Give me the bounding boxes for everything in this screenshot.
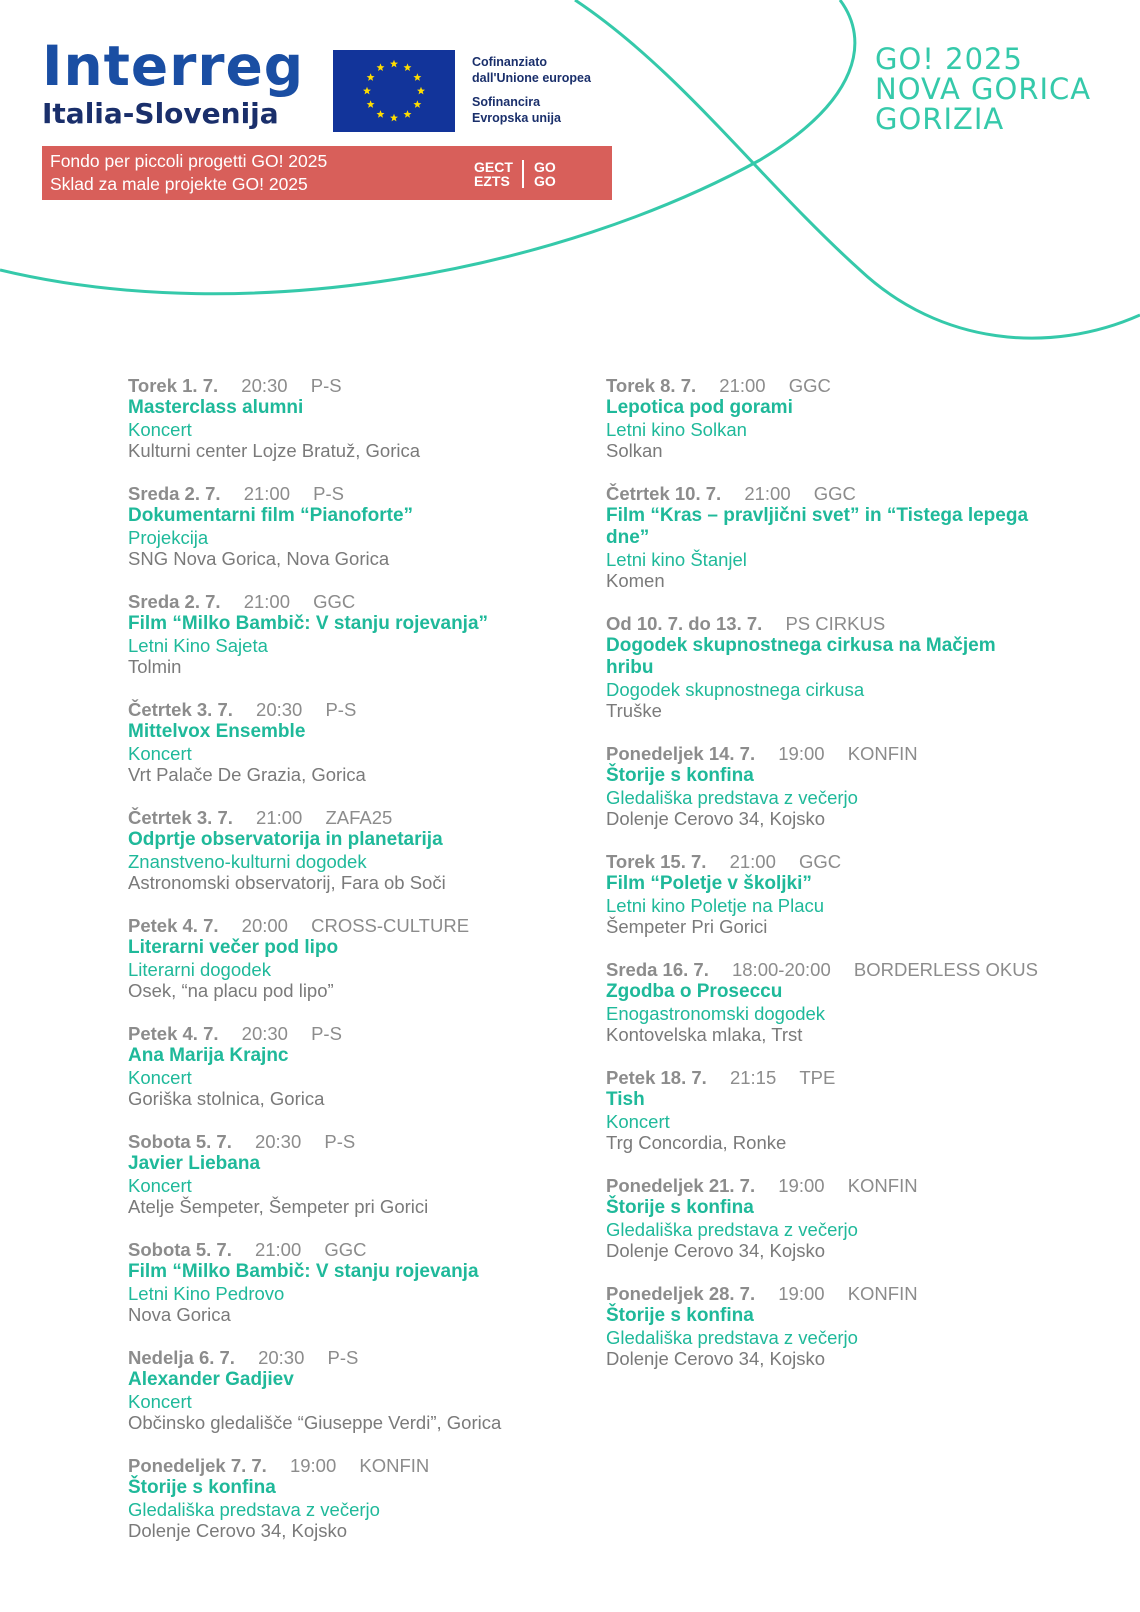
event-date: Sobota 5. 7. <box>128 1239 232 1260</box>
event-header <box>128 1347 568 1369</box>
go2025-line: NOVA GORICA <box>875 72 1092 106</box>
event-date: Četrtek 3. 7. <box>128 699 233 720</box>
event-time: 21:00 <box>744 483 791 504</box>
eu-flag-icon <box>333 50 455 132</box>
event-item <box>128 699 568 785</box>
event-place: Goriška stolnica, Gorica <box>128 1088 325 1109</box>
event-organizer: KONFIN <box>847 1175 918 1196</box>
event-date: Sreda 16. 7. <box>606 959 709 980</box>
event-place: Solkan <box>606 440 663 461</box>
event-date: Ponedeljek 7. 7. <box>128 1455 267 1476</box>
event-title: Štorije s konfina <box>128 1477 276 1498</box>
event-title: Film “Kras – pravljični svet” in “Tistega lepega dne” <box>606 505 1029 548</box>
fund-line-sl: Sklad za male projekte GO! 2025 <box>50 174 308 194</box>
event-header <box>128 699 568 721</box>
event-header <box>128 483 568 505</box>
event-header <box>606 959 1046 981</box>
event-type: Koncert <box>128 1175 192 1196</box>
event-organizer: GGC <box>813 483 856 504</box>
event-header <box>128 807 568 829</box>
event-type: Koncert <box>128 1067 192 1088</box>
event-type: Projekcija <box>128 527 209 548</box>
event-item <box>128 1131 568 1217</box>
go2025-line: GO! 2025 <box>875 42 1023 76</box>
event-place: Vrt Palače De Grazia, Gorica <box>128 764 366 785</box>
event-date: Nedelja 6. 7. <box>128 1347 235 1368</box>
go-label: GO <box>534 173 556 189</box>
event-type: Koncert <box>128 1391 192 1412</box>
event-type: Literarni dogodek <box>128 959 271 980</box>
event-title: Dokumentarni film “Pianoforte” <box>128 505 414 526</box>
event-date: Ponedeljek 14. 7. <box>606 743 756 764</box>
event-header <box>606 1067 1046 1089</box>
fund-line-it: Fondo per piccoli progetti GO! 2025 <box>50 151 328 171</box>
event-header <box>128 375 568 397</box>
event-item <box>606 1067 1046 1153</box>
event-date: Četrtek 3. 7. <box>128 807 233 828</box>
event-date: Torek 15. 7. <box>606 851 707 872</box>
event-title: Mittelvox Ensemble <box>128 721 306 742</box>
event-date: Sobota 5. 7. <box>128 1131 232 1152</box>
event-item <box>606 743 1046 829</box>
event-header <box>128 1023 568 1045</box>
event-place: Astronomski observatorij, Fara ob Soči <box>128 872 446 893</box>
event-type: Dogodek skupnostnega cirkusa <box>606 679 865 700</box>
event-time: 21:00 <box>729 851 776 872</box>
event-type: Letni kino Solkan <box>606 419 747 440</box>
go-label: GO <box>534 159 556 175</box>
event-date: Petek 4. 7. <box>128 915 219 936</box>
event-organizer: P-S <box>324 1131 356 1152</box>
event-organizer: P-S <box>327 1347 359 1368</box>
event-title: Literarni večer pod lipo <box>128 937 339 958</box>
event-header <box>606 613 1046 635</box>
event-item <box>128 375 568 461</box>
region-name: Italia-Slovenija <box>42 97 279 130</box>
event-item <box>128 1455 568 1541</box>
event-time: 20:30 <box>241 375 288 396</box>
cofinancing-line: dall'Unione europea <box>472 71 591 85</box>
event-header <box>606 851 1046 873</box>
event-place: Tolmin <box>128 656 182 677</box>
event-organizer: GGC <box>799 851 842 872</box>
event-time: 20:00 <box>241 915 288 936</box>
go2025-line: GORIZIA <box>875 102 1005 136</box>
event-organizer: ZAFA25 <box>325 807 393 828</box>
event-item <box>606 613 1046 721</box>
event-item <box>606 1283 1046 1369</box>
interreg-logo: Interreg <box>42 34 305 98</box>
event-type: Letni kino Štanjel <box>606 549 747 570</box>
events-column-left <box>128 375 568 1541</box>
event-item <box>606 1175 1046 1261</box>
event-header <box>128 1455 568 1477</box>
event-place: Komen <box>606 570 665 591</box>
event-item <box>128 483 568 569</box>
event-organizer: TPE <box>799 1067 836 1088</box>
event-organizer: P-S <box>313 483 344 504</box>
event-organizer: P-S <box>311 1023 342 1044</box>
event-type: Letni kino Poletje na Placu <box>606 895 825 916</box>
event-type: Koncert <box>606 1111 670 1132</box>
gect-label: GECT <box>474 159 513 175</box>
event-title: Zgodba o Proseccu <box>606 981 783 1002</box>
event-date: Petek 18. 7. <box>606 1067 707 1088</box>
event-date: Sreda 2. 7. <box>128 483 221 504</box>
event-date: Petek 4. 7. <box>128 1023 219 1044</box>
cofinancing-line: Cofinanziato <box>472 55 547 69</box>
event-organizer: GGC <box>313 591 356 612</box>
event-time: 21:00 <box>254 1239 302 1260</box>
event-place: Atelje Šempeter, Šempeter pri Gorici <box>128 1196 429 1217</box>
event-title: Alexander Gadjiev <box>128 1369 294 1390</box>
event-organizer: P-S <box>325 699 357 720</box>
event-item <box>128 915 568 1001</box>
event-item <box>128 807 568 893</box>
event-header <box>606 483 1046 505</box>
event-time: 19:00 <box>778 1283 825 1304</box>
event-time: 19:00 <box>778 743 825 764</box>
event-title: Dogodek skupnostnega cirkusa na Mačjem hribu <box>606 635 996 678</box>
event-item <box>606 483 1046 591</box>
event-time: 20:30 <box>256 699 303 720</box>
event-title: Film “Poletje v školjki” <box>606 873 812 894</box>
event-type: Enogastronomski dogodek <box>606 1003 826 1024</box>
event-organizer: CROSS-CULTURE <box>311 915 470 936</box>
event-organizer: P-S <box>310 375 342 396</box>
event-time: 21:15 <box>729 1067 777 1088</box>
ezts-label: EZTS <box>474 173 510 189</box>
event-header <box>606 375 1046 397</box>
event-title: Film “Milko Bambič: V stanju rojevanja <box>128 1261 479 1282</box>
event-date: Torek 8. 7. <box>606 375 697 396</box>
event-type: Letni Kino Sajeta <box>128 635 268 656</box>
event-item <box>128 1347 568 1433</box>
event-item <box>606 959 1046 1045</box>
event-place: Dolenje Cerovo 34, Kojsko <box>128 1520 348 1541</box>
event-type: Gledališka predstava z večerjo <box>606 787 858 808</box>
event-header <box>128 915 568 937</box>
event-item <box>128 1239 568 1325</box>
event-title: Štorije s konfina <box>606 765 754 786</box>
event-header <box>128 1131 568 1153</box>
event-time: 19:00 <box>289 1455 337 1476</box>
event-time: 21:00 <box>719 375 766 396</box>
event-title: Film “Milko Bambič: V stanju rojevanja” <box>128 613 489 634</box>
event-place: Kontovelska mlaka, Trst <box>606 1024 803 1045</box>
event-item <box>128 1023 568 1109</box>
cofinancing-line: Sofinancira <box>472 95 541 109</box>
event-title: Štorije s konfina <box>606 1305 754 1326</box>
small-projects-fund-banner <box>42 146 612 200</box>
event-place: Truške <box>606 700 662 721</box>
event-place: Trg Concordia, Ronke <box>606 1132 787 1153</box>
event-time: 20:30 <box>258 1347 305 1368</box>
event-date: Ponedeljek 21. 7. <box>606 1175 756 1196</box>
event-organizer: GGC <box>324 1239 367 1260</box>
event-type: Letni Kino Pedrovo <box>128 1283 285 1304</box>
event-place: Kulturni center Lojze Bratuž, Gorica <box>128 440 421 461</box>
event-place: Dolenje Cerovo 34, Kojsko <box>606 1240 826 1261</box>
event-title: Javier Liebana <box>128 1153 261 1174</box>
event-title: Lepotica pod gorami <box>606 397 793 418</box>
event-type: Gledališka predstava z večerjo <box>606 1327 858 1348</box>
event-date: Od 10. 7. do 13. 7. <box>606 613 763 634</box>
cofinancing-line: Evropska unija <box>472 111 561 125</box>
event-header <box>606 1175 1046 1197</box>
event-title: Masterclass alumni <box>128 397 304 418</box>
event-organizer: KONFIN <box>847 743 918 764</box>
event-place: Občinsko gledališče “Giuseppe Verdi”, Gorica <box>128 1412 502 1433</box>
event-title: Odprtje observatorija in planetarija <box>128 829 443 850</box>
event-title: Ana Marija Krajnc <box>128 1045 289 1066</box>
event-date: Sreda 2. 7. <box>128 591 221 612</box>
event-header <box>606 1283 1046 1305</box>
event-item <box>606 375 1046 461</box>
event-place: Šempeter Pri Gorici <box>606 916 768 937</box>
event-title: Tish <box>606 1089 645 1110</box>
event-date: Torek 1. 7. <box>128 375 219 396</box>
event-header <box>606 743 1046 765</box>
event-type: Znanstveno-kulturni dogodek <box>128 851 367 872</box>
event-organizer: GGC <box>788 375 831 396</box>
event-type: Gledališka predstava z večerjo <box>128 1499 380 1520</box>
event-place: Osek, “na placu pod lipo” <box>128 980 334 1001</box>
event-type: Koncert <box>128 419 192 440</box>
event-time: 20:30 <box>254 1131 302 1152</box>
event-header <box>128 591 568 613</box>
event-time: 18:00-20:00 <box>731 959 831 980</box>
event-organizer: BORDERLESS OKUS <box>853 959 1038 980</box>
event-time: 19:00 <box>778 1175 825 1196</box>
event-time: 21:00 <box>243 591 290 612</box>
go2025-logo <box>875 44 1091 134</box>
event-date: Ponedeljek 28. 7. <box>606 1283 756 1304</box>
event-place: Dolenje Cerovo 34, Kojsko <box>606 1348 826 1369</box>
event-header <box>128 1239 568 1261</box>
event-place: Nova Gorica <box>128 1304 231 1325</box>
event-title: Štorije s konfina <box>606 1197 754 1218</box>
event-date: Četrtek 10. 7. <box>606 483 722 504</box>
event-item <box>128 591 568 677</box>
event-type: Gledališka predstava z večerjo <box>606 1219 858 1240</box>
event-time: 21:00 <box>243 483 290 504</box>
event-place: Dolenje Cerovo 34, Kojsko <box>606 808 826 829</box>
cofinancing-text <box>472 54 591 126</box>
gect-go-logo <box>472 158 582 190</box>
event-organizer: KONFIN <box>847 1283 918 1304</box>
event-item <box>606 851 1046 937</box>
events-column-right <box>606 375 1046 1369</box>
event-organizer: KONFIN <box>359 1455 430 1476</box>
event-type: Koncert <box>128 743 192 764</box>
event-time: 21:00 <box>256 807 303 828</box>
event-organizer: PS CIRKUS <box>785 613 886 634</box>
event-place: SNG Nova Gorica, Nova Gorica <box>128 548 390 569</box>
event-time: 20:30 <box>241 1023 288 1044</box>
